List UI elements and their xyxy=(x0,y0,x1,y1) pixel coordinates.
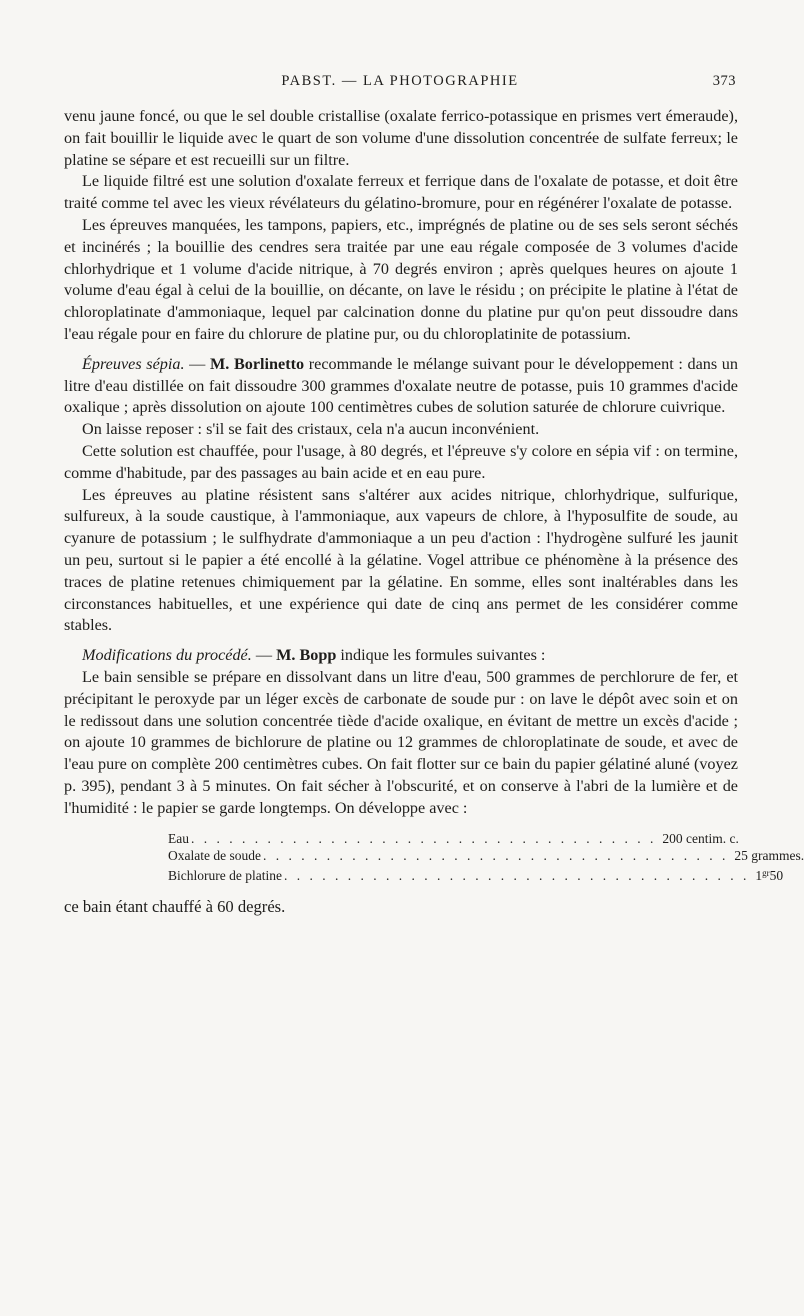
formula-row xyxy=(168,830,739,848)
body-text xyxy=(64,106,804,918)
paragraph: ce bain étant chauffé à 60 degrés. xyxy=(64,897,286,916)
formula-ingredient: Oxalate de soude xyxy=(168,848,261,863)
paragraph-text: recommande le mélange suivant pour le développement : dans un litre d'eau distillée on fait dissoudre 300 grammes d'oxalate neutre de potasse, puis 10 grammes d'acide oxalique ; après dissolution on ajoute 100 centimètres cubes de solution saturée de chlorure cuivrique. xyxy=(64,354,738,417)
formula-table xyxy=(168,830,804,885)
paragraph: Le liquide filtré est une solution d'oxalate ferreux et ferrique dans de l'oxalate de potasse, et doit être traité comme tel avec les vieux révélateurs du gélatino-bromure, pour en régénérer l'oxalate de potasse. xyxy=(64,172,738,213)
section-heading: Épreuves sépia. xyxy=(82,354,185,373)
section-heading: Modifications du procédé. xyxy=(82,646,252,665)
paragraph: On laisse reposer : s'il se fait des cristaux, cela n'a aucun inconvénient. xyxy=(82,420,540,439)
formula-row xyxy=(168,847,804,865)
paragraph: Le bain sensible se prépare en dissolvant dans un litre d'eau, 500 grammes de perchlorure de fer, et précipitant le peroxyde par un léger excès de carbonate de soude pur : on lave le dépôt avec soin et on le redissout dans une solution concentrée tiède d'acide oxalique, en évitant de mettre un excès d'acide ; on ajoute 10 grammes de bichlorure de platine ou 12 grammes de chloroplatinate de soude, et avec de l'eau pure on complète 200 centimètres cubes. On fait flotter sur ce bain du papier gélatiné aluné (voyez p. 395), pendant 3 à 5 minutes. On fait sécher à l'obscurité, et on conserve à l'abri de la lumière et de l'humidité : le papier se garde longtemps. On développe avec : xyxy=(64,667,738,817)
page-number: 373 xyxy=(712,73,736,89)
dash: — xyxy=(251,646,277,665)
formula-quantity: 25 grammes. xyxy=(734,848,804,863)
formula-row xyxy=(168,865,784,885)
paragraph: Les épreuves au platine résistent sans s'altérer aux acides nitrique, chlorhydrique, sulfurique, sulfureux, à la soude caustique, à l'ammoniaque, aux vapeurs de chlore, à l'hyposulfite de soude, au cyanure de potassium ; le sulfhydrate d'ammoniaque a un peu d'action : l'hydrogène sulfuré les jaunit un peu, surtout si le papier a été encollé à la gélatine. Vogel attribue ce phénomène à la présence des traces de platine retenues chimiquement par la gélatine. En somme, elles sont inaltérables dans les circonstances habituelles, et une expérience qui date de cinq ans permet de les considérer comme stables. xyxy=(64,485,738,635)
running-title: PABST. — LA PHOTOGRAPHIE xyxy=(281,73,519,89)
formula-quantity xyxy=(755,865,783,885)
leader-dots: . . . . . . . . . . . . . . . . . . . . . . . . . . . . . . . . . . . . . xyxy=(283,867,750,883)
leader-dots: . . . . . . . . . . . . . . . . . . . . . . . . . . . . . . . . . . . . . xyxy=(262,848,729,863)
paragraph-text: indique les formules suivantes : xyxy=(336,646,546,665)
dash: — xyxy=(184,354,210,373)
leader-dots: . . . . . . . . . . . . . . . . . . . . . . . . . . . . . . . . . . . . . xyxy=(191,830,657,846)
section-modifications xyxy=(64,645,738,667)
formula-ingredient: Bichlorure de platine xyxy=(168,867,282,883)
unit-superscript: gr xyxy=(762,867,770,878)
quantity-fraction: 50 xyxy=(769,867,784,883)
running-head xyxy=(64,73,736,95)
formula-ingredient: Eau xyxy=(168,830,189,846)
author-name: M. Borlinetto xyxy=(209,354,305,373)
formula-quantity: 200 centim. c. xyxy=(662,830,739,846)
paragraph: Cette solution est chauffée, pour l'usage, à 80 degrés, et l'épreuve s'y colore en sépia vif : on termine, comme d'habitude, par des passages au bain acide et en eau pure. xyxy=(64,441,738,482)
paragraph: Les épreuves manquées, les tampons, papiers, etc., imprégnés de platine ou de ses sels seront séchés et incinérés ; la bouillie des cendres sera traitée par une eau régale composée de 3 volumes d'acide chlorhydrique et 1 volume d'acide nitrique, à 70 degrés environ ; après quelques heures on ajoute 1 volume d'eau égal à celui de la bouillie, on décante, on lave le résidu ; on précipite le platine à l'état de chloroplatinate d'ammoniaque, lequel par calcination donne du platine pur qu'on peut dissoudre dans l'eau régale pour en faire du chlorure de platine pur, ou du chloroplatinite de potassium. xyxy=(64,215,738,343)
author-name: M. Bopp xyxy=(276,646,337,665)
quantity-integer: 1 xyxy=(755,867,763,883)
paragraph: venu jaune foncé, ou que le sel double cristallise (oxalate ferrico-potassique en prismes vert émeraude), on fait bouillir le liquide avec le quart de son volume d'une dissolution concentrée de sulfate ferreux; le platine se sépare et est recueilli sur un filtre. xyxy=(64,107,738,169)
section-epreuves-sepia xyxy=(64,354,738,419)
